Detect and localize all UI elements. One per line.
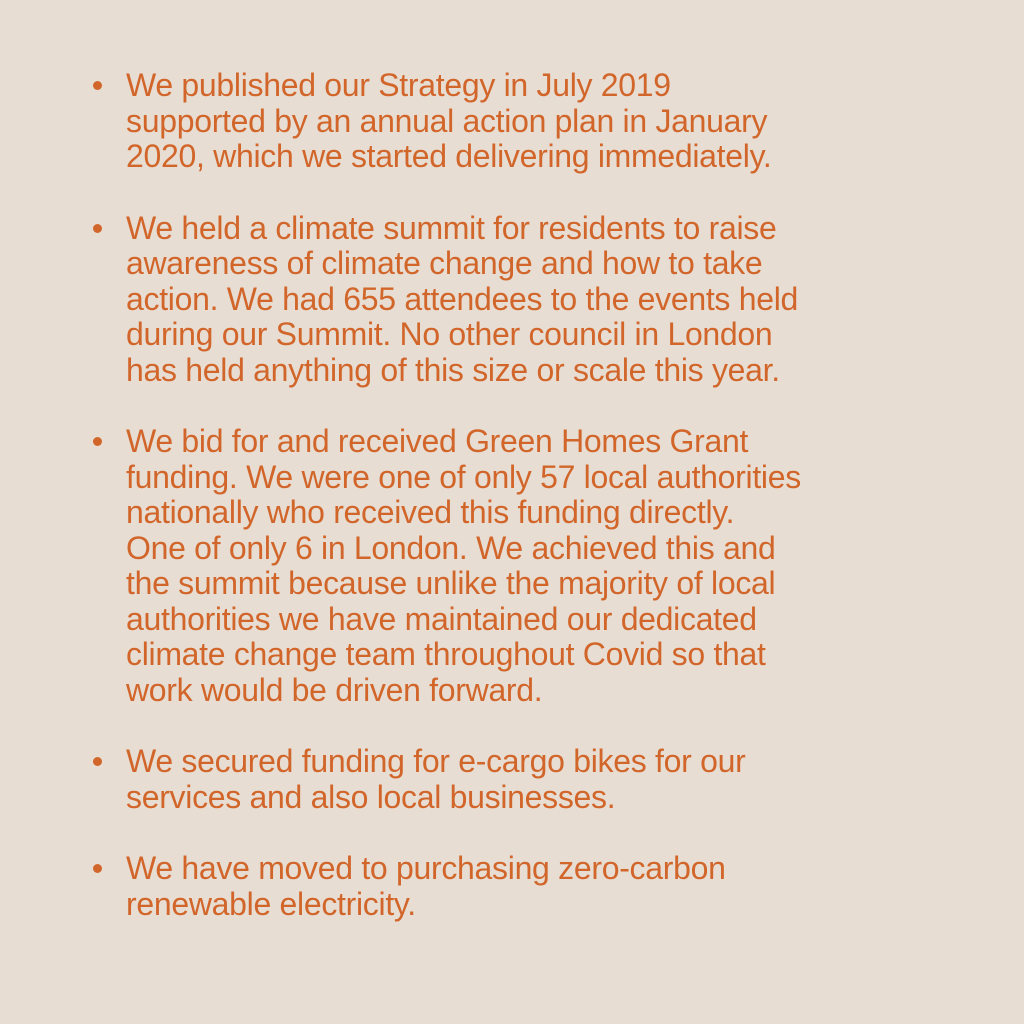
bullet-item-green-homes-grant: [92, 424, 992, 708]
bullet-line: We bid for and received Green Homes Grant: [126, 423, 749, 459]
bullet-line: during our Summit. No other council in London: [126, 316, 773, 352]
bullet-line: 2020, which we started delivering immediately.: [126, 138, 772, 174]
bullet-line: services and also local businesses.: [126, 778, 616, 815]
bullet-item-strategy: [92, 68, 992, 175]
bullet-line: supported by an annual action plan in January: [126, 102, 768, 139]
bullet-item-renewable-electricity: [92, 851, 992, 922]
bullet-line: We have moved to purchasing zero-carbon: [126, 850, 726, 886]
bullet-line: One of only 6 in London. We achieved this and: [126, 529, 776, 566]
bullet-line: awareness of climate change and how to take: [126, 245, 763, 281]
bullet-line: renewable electricity.: [126, 885, 416, 922]
bullet-item-climate-summit: [92, 211, 992, 389]
bullet-dot-icon: [93, 864, 102, 873]
bullet-line: action. We had 655 attendees to the events held: [126, 280, 799, 317]
bullet-line: funding. We were one of only 57 local authorities: [126, 458, 801, 495]
bullet-dot-icon: [93, 81, 102, 90]
bullet-line: We secured funding for e-cargo bikes for our: [126, 743, 746, 779]
bullet-dot-icon: [93, 224, 102, 233]
bullet-line: We held a climate summit for residents to raise: [126, 209, 777, 246]
bullet-line: We published our Strategy in July 2019: [126, 67, 671, 103]
bullet-line: has held anything of this size or scale this year.: [126, 351, 780, 388]
bullet-line: nationally who received this funding directly.: [126, 494, 735, 530]
achievements-list: [92, 68, 992, 922]
bullet-line: work would be driven forward.: [126, 671, 543, 708]
bullet-line: authorities we have maintained our dedicated: [126, 600, 757, 637]
bullet-dot-icon: [93, 757, 102, 766]
bullet-item-e-cargo-bikes: [92, 744, 992, 815]
bullet-dot-icon: [93, 437, 102, 446]
bullet-line: climate change team throughout Covid so that: [126, 636, 766, 672]
bullet-line: the summit because unlike the majority of local: [126, 565, 776, 601]
